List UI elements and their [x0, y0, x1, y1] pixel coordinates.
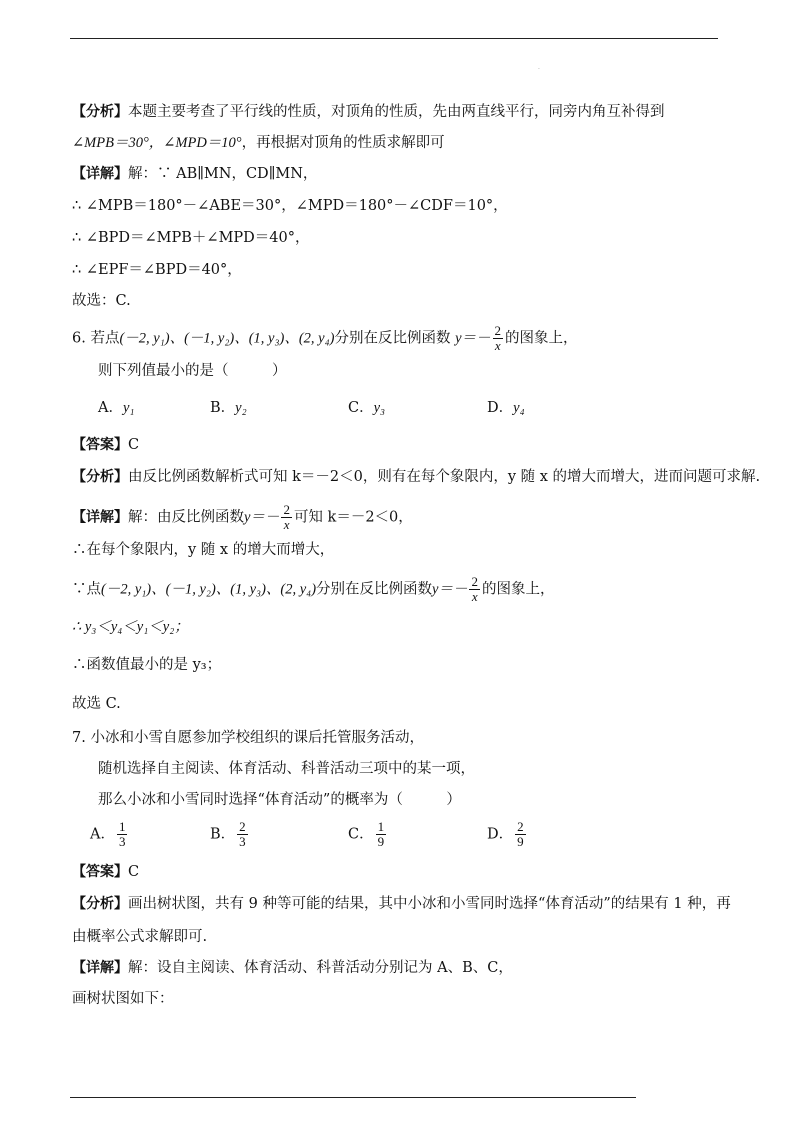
prev-choice: [72, 291, 131, 311]
q7-answer: [72, 862, 139, 882]
option-fraction: $\frac{2}{3}$: [239, 819, 246, 849]
step-text: ∴函数值最小的是 y₃；: [72, 657, 222, 673]
func-lhs: y＝－: [244, 509, 280, 526]
q6-option-a: [98, 398, 134, 418]
step-fraction: $\frac{2}{x}$: [471, 574, 478, 604]
analysis-text: 本题主要考查了平行线的性质，对顶角的性质，先由两直线平行，同旁内角互补得到: [128, 104, 665, 120]
q7-analysis2: [72, 927, 207, 947]
step-points: (－2, y₁)、(－1, y₂)、(1, y₃)、(2, y₄): [101, 581, 317, 598]
option-label: B．: [210, 400, 236, 416]
q6-option-d: [487, 398, 525, 418]
q7-stem-text: 7. 小冰和小雪自愿参加学校组织的课后托管服务活动，: [72, 730, 424, 746]
q6-option-b: [210, 398, 247, 418]
q6-detail: [72, 503, 413, 532]
prev-detail-step3: [72, 260, 242, 280]
q7-option-d: [487, 820, 528, 849]
q7-analysis1: [72, 894, 731, 914]
answer-value: C: [128, 864, 140, 880]
analysis-tag: 【分析】: [72, 469, 128, 485]
option-value: y₄: [513, 400, 525, 416]
answer-value: C: [128, 437, 140, 453]
q6-step3: [72, 617, 189, 637]
q6-step1: [72, 540, 334, 560]
detail-text: 解：设自主阅读、体育活动、科普活动分别记为 A、B、C，: [128, 960, 513, 976]
q7-option-a: [90, 820, 129, 849]
option-label: A．: [90, 826, 115, 843]
q6-option-c: [348, 398, 385, 418]
q6-analysis: [72, 467, 760, 487]
q6-func-lhs: y＝－: [455, 330, 491, 347]
analysis-tag: 【分析】: [72, 104, 128, 120]
option-fraction: $\frac{2}{9}$: [517, 819, 524, 849]
q7-option-b: [210, 820, 250, 849]
option-label: B．: [210, 826, 236, 843]
analysis-text: 画出树状图，共有 9 种等可能的结果，其中小冰和小雪同时选择“体育活动”的结果有 1 种，再: [128, 896, 731, 912]
choice-text: 故选 C.: [72, 696, 121, 712]
option-fraction: $\frac{1}{9}$: [377, 819, 385, 849]
q6-stem2: [98, 361, 287, 381]
q7-tree-intro: [72, 989, 174, 1009]
detail-fraction: $\frac{2}{x}$: [283, 502, 290, 532]
q6-stem2-text: 则下列值最小的是（ ）: [98, 363, 287, 379]
option-value: y₂: [235, 400, 247, 416]
option-value: y₃: [373, 400, 386, 416]
prev-analysis-line1: [72, 102, 665, 122]
answer-tag: 【答案】: [72, 864, 128, 880]
prev-detail-step1: [72, 196, 508, 216]
prev-detail-step2: [72, 228, 310, 248]
q7-detail: [72, 958, 513, 978]
detail-tag: 【详解】: [72, 509, 128, 526]
analysis-text-cont: ，再根据对顶角的性质求解即可: [241, 135, 445, 151]
q6-suffix: 的图象上，: [505, 330, 578, 347]
choice-text: 故选：C.: [72, 293, 131, 309]
q7-stem-text: 那么小冰和小雪同时选择“体育活动”的概率为（ ）: [98, 792, 461, 808]
q7-option-c: [348, 820, 388, 849]
step-text: ∴ ∠BPD＝∠MPB＋∠MPD＝40°，: [72, 230, 310, 246]
step-text: ∴ y₃＜y₄＜y₁＜y₂；: [72, 619, 189, 635]
option-label: C．: [348, 826, 374, 843]
step-text-end: 的图象上，: [481, 581, 555, 598]
q6-fraction: $\frac{2}{x}$: [494, 323, 502, 353]
option-label: C．: [348, 400, 374, 416]
q6-prefix: 6. 若点: [72, 330, 120, 347]
answer-tag: 【答案】: [72, 437, 128, 453]
angle-values: ∠MPB＝30°，∠MPD＝10°: [72, 135, 242, 151]
detail-text-cont: 可知 k＝－2＜0，: [293, 509, 413, 526]
option-label: A．: [98, 400, 123, 416]
q7-stem-text: 随机选择自主阅读、体育活动、科普活动三项中的某一项，: [98, 761, 475, 777]
option-label: D．: [487, 826, 514, 843]
detail-intro-text: 解：∵ AB∥MN，CD∥MN，: [128, 166, 318, 182]
step-text: ∴ ∠EPF＝∠BPD＝40°，: [72, 262, 242, 278]
tree-intro-text: 画树状图如下：: [72, 991, 174, 1007]
option-fraction: $\frac{1}{3}$: [118, 819, 126, 849]
step-text-mid: 分别在反比例函数: [316, 581, 433, 598]
analysis-tag: 【分析】: [72, 896, 128, 912]
option-label: D．: [487, 400, 514, 416]
step-text: ∴ ∠MPB＝180°－∠ABE＝30°，∠MPD＝180°－∠CDF＝10°，: [72, 198, 508, 214]
header-rule: [70, 38, 718, 39]
prev-detail-intro: [72, 164, 317, 184]
q6-mid: 分别在反比例函数: [334, 330, 451, 347]
q6-step2: [72, 575, 554, 604]
page-mark: ·: [538, 66, 540, 73]
step-text: ∴在每个象限内，y 随 x 的增大而增大，: [72, 542, 335, 558]
prev-analysis-line2: [72, 133, 445, 153]
option-value: y₁: [122, 400, 135, 416]
q6-step4: [72, 655, 221, 675]
func-lhs: y＝－: [432, 581, 468, 598]
detail-text: 解：由反比例函数: [128, 509, 244, 526]
q7-stem1: [72, 728, 424, 748]
q6-choice: [72, 694, 121, 714]
analysis-text-cont: 由概率公式求解即可.: [72, 929, 208, 945]
q7-stem3: [98, 790, 461, 810]
footer-rule: [70, 1097, 636, 1098]
q6-stem: [72, 324, 578, 353]
step-text: ∵点: [72, 581, 101, 598]
analysis-text: 由反比例函数解析式可知 k＝－2＜0，则有在每个象限内，y 随 x 的增大而增大，进而问题可求解.: [128, 469, 761, 485]
q6-points: (－2, y₁)、(－1, y₂)、(1, y₃)、(2, y₄): [119, 330, 335, 347]
detail-tag: 【详解】: [72, 960, 128, 976]
q6-answer: [72, 435, 139, 455]
detail-tag: 【详解】: [72, 166, 128, 182]
q7-stem2: [98, 759, 475, 779]
